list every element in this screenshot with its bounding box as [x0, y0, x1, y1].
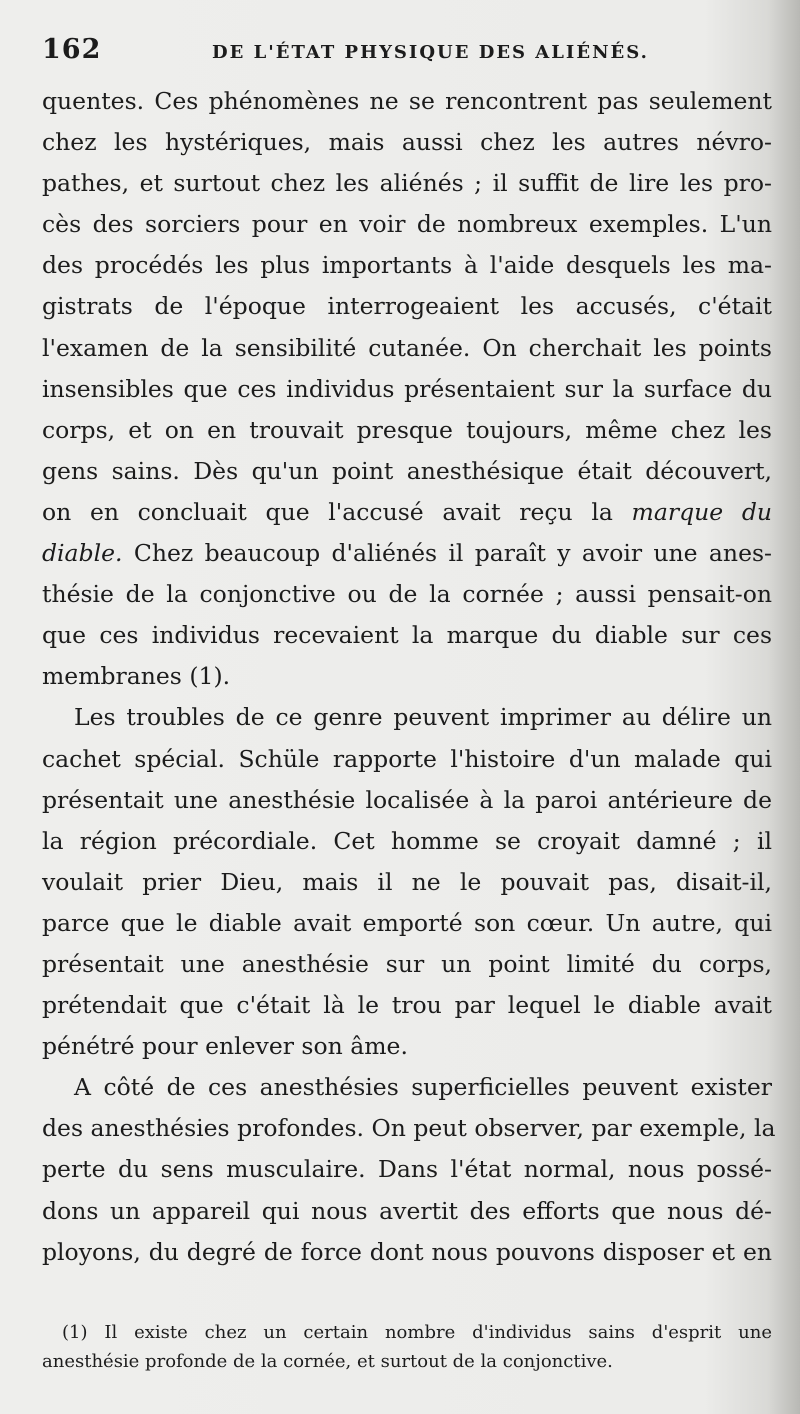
text-line: voulait prier Dieu, mais il ne le pouvait pas, disait-il,: [42, 867, 772, 896]
text-line: présentait une anesthésie localisée à la paroi antérieure de: [42, 785, 772, 814]
page-header: [42, 34, 762, 68]
text-line: présentait une anesthésie sur un point limité du corps,: [42, 949, 772, 978]
text-line: prétendait que c'était là le trou par lequel le diable avait: [42, 991, 772, 1020]
text-line: gens sains. Dès qu'un point anesthésique était découvert,: [42, 456, 772, 485]
text-line: gistrats de l'époque interrogeaient les accusés, c'était: [42, 292, 772, 321]
text-line: ployons, du degré de force dont nous pouvons disposer et en: [42, 1237, 772, 1266]
text-line: membranes (1).: [42, 662, 231, 691]
italic-phrase: marque du: [631, 497, 772, 526]
text-line: parce que le diable avait emporté son cœur. Un autre, qui: [42, 908, 772, 937]
text-line: quentes. Ces phénomènes ne se rencontrent pas seulement: [42, 87, 772, 115]
paragraph-start-line: Les troubles de ce genre peuvent imprimer au délire un: [74, 703, 772, 732]
text-line: cachet spécial. Schüle rapporte l'histoire d'un malade qui: [42, 744, 772, 773]
text-line: perte du sens musculaire. Dans l'état normal, nous possé-: [42, 1155, 772, 1184]
text-line: des procédés les plus importants à l'aide desquels les ma-: [42, 251, 772, 280]
text-segment: on en concluait que l'accusé avait reçu la: [42, 497, 613, 526]
text-line: chez les hystériques, mais aussi chez les autres névro-: [42, 128, 772, 157]
text-line-with-italic: [42, 492, 772, 533]
running-head: DE L'ÉTAT PHYSIQUE DES ALIÉNÉS.: [212, 42, 649, 63]
italic-phrase: diable.: [42, 539, 123, 568]
text-line: thésie de la conjonctive ou de la cornée ; aussi pensait-on: [42, 580, 772, 609]
text-line: pénétré pour enlever son âme.: [42, 1032, 408, 1061]
text-line: cès des sorciers pour en voir de nombreux exemples. L'un: [42, 210, 772, 239]
body-text: [42, 81, 776, 1273]
text-line: dons un appareil qui nous avertit des efforts que nous dé-: [42, 1196, 772, 1225]
footnote: [42, 1318, 772, 1376]
text-line: que ces individus recevaient la marque du diable sur ces: [42, 621, 772, 650]
page-number: 162: [42, 34, 102, 65]
text-line: corps, et on en trouvait presque toujours, même chez les: [42, 415, 772, 444]
text-line: des anesthésies profondes. On peut observer, par exemple, la: [42, 1114, 776, 1143]
footnote-line: anesthésie profonde de la cornée, et surtout de la conjonctive.: [42, 1351, 613, 1372]
text-line-with-italic: [42, 533, 772, 574]
text-segment: Chez beaucoup d'aliénés il paraît y avoir une anes-: [133, 539, 772, 568]
text-line: la région précordiale. Cet homme se croyait damné ; il: [42, 826, 772, 855]
text-line: pathes, et surtout chez les aliénés ; il suffit de lire les pro-: [42, 169, 772, 198]
text-line: l'examen de la sensibilité cutanée. On cherchait les points: [42, 333, 772, 362]
text-line: insensibles que ces individus présentaient sur la surface du: [42, 374, 772, 403]
paragraph-start-line: A côté de ces anesthésies superficielles peuvent exister: [74, 1073, 772, 1102]
footnote-line: (1) Il existe chez un certain nombre d'individus sains d'esprit une: [62, 1322, 772, 1343]
